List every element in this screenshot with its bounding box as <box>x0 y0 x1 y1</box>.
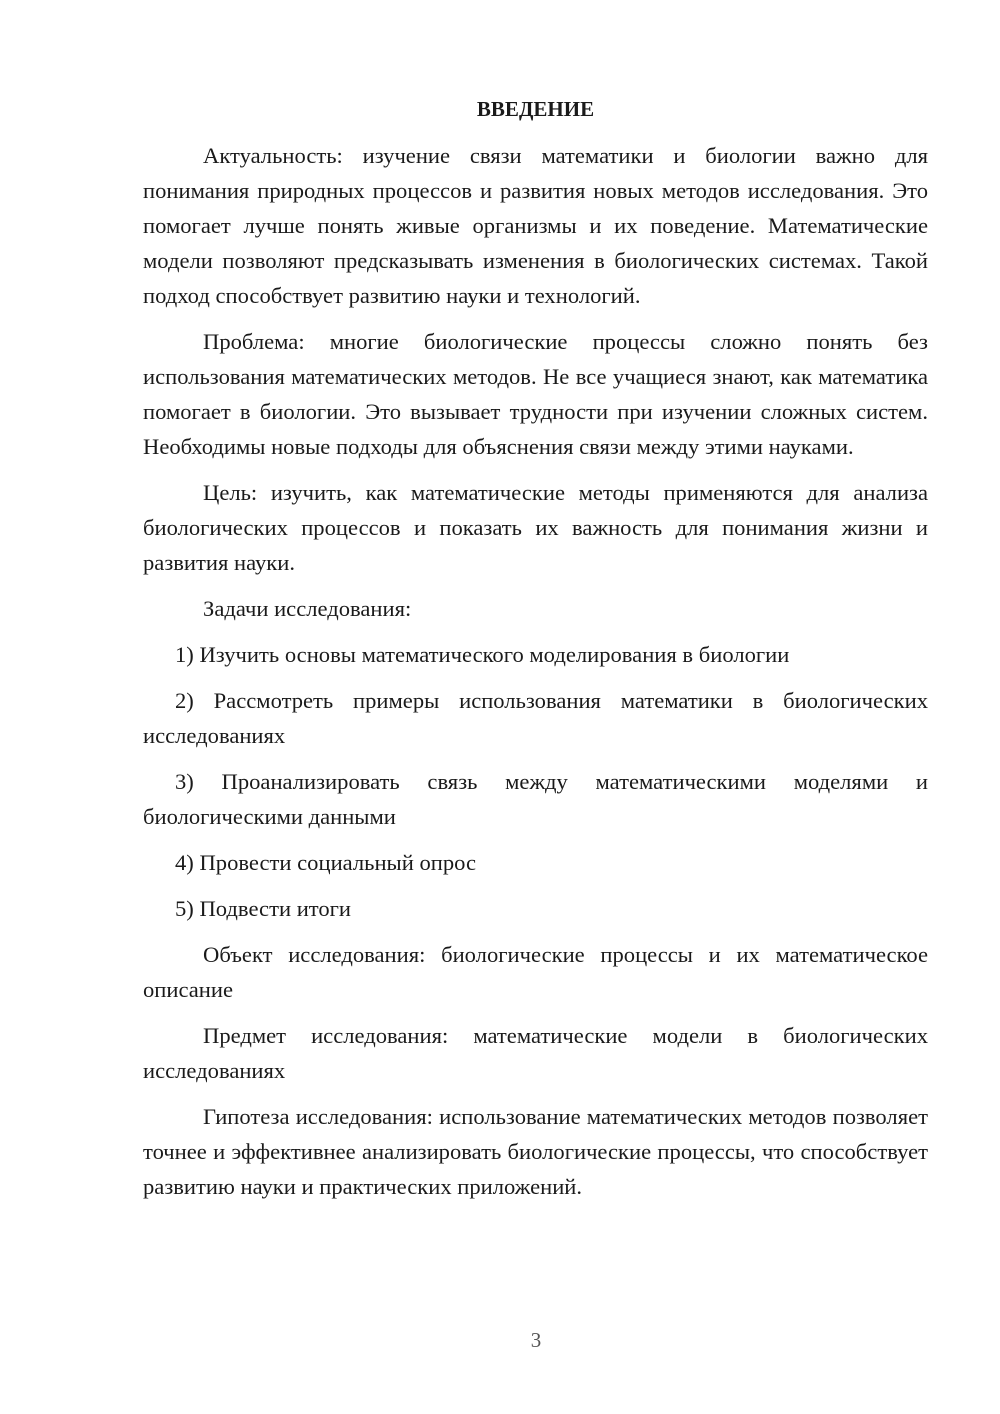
tasks-heading: Задачи исследования: <box>203 596 412 621</box>
problem-paragraph: Проблема: многие биологические процессы сложно понять без использования математических методов. Не все учащиеся знают, как математика помогает в биологии. Это вызывает трудности при изучении сложных систем. Необходимы новые подходы для объяснения связи между этими науками. <box>143 329 928 459</box>
page-title: ВВЕДЕНИЕ <box>476 97 595 121</box>
subject-paragraph: Предмет исследования: математические модели в биологических исследованиях <box>143 1023 928 1083</box>
task-item: 1) Изучить основы математического моделирования в биологии <box>175 642 790 667</box>
task-item: 2) Рассмотреть примеры использования математики в биологических исследованиях <box>143 688 928 748</box>
relevance-paragraph: Актуальность: изучение связи математики и биологии важно для понимания природных процессов и развития новых методов исследования. Это помогает лучше понять живые организмы и их поведение. Математические модели позволяют предсказывать изменения в биологических системах. Такой подход способствует развитию науки и технологий. <box>143 143 928 308</box>
page-number: 3 <box>530 1328 542 1352</box>
task-item: 4) Провести социальный опрос <box>175 850 477 875</box>
goal-paragraph: Цель: изучить, как математические методы применяются для анализа биологических процессов и показать их важность для понимания жизни и развития науки. <box>143 480 928 575</box>
task-item: 5) Подвести итоги <box>175 896 352 921</box>
object-paragraph: Объект исследования: биологические процессы и их математическое описание <box>143 942 928 1002</box>
hypothesis-paragraph: Гипотеза исследования: использование математических методов позволяет точнее и эффективнее анализировать биологические процессы, что способствует развитию науки и практических приложений. <box>143 1104 928 1199</box>
task-item: 3) Проанализировать связь между математическими моделями и биологическими данными <box>143 769 928 829</box>
page-content <box>143 92 928 1215</box>
